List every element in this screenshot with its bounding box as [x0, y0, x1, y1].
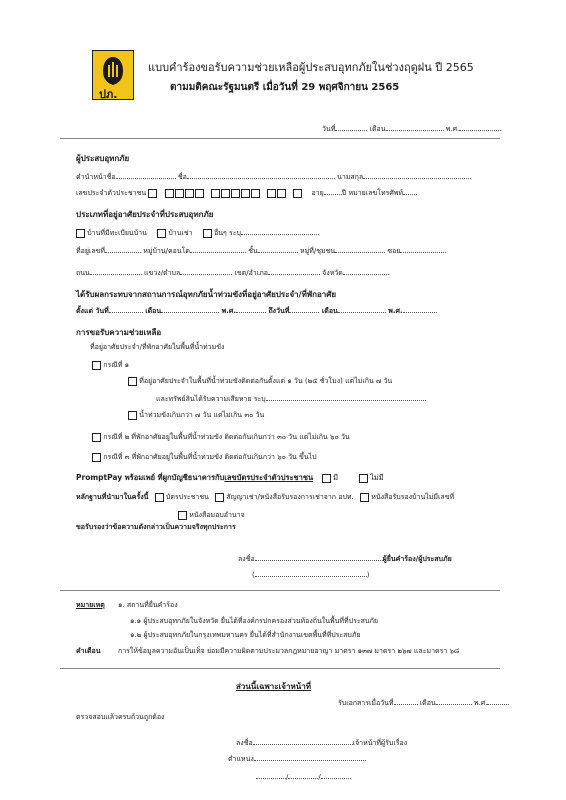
from-month-field[interactable]: [161, 304, 219, 313]
village-label: หมู่บ้าน/คอนโด: [143, 247, 190, 255]
divider: [60, 138, 500, 139]
officer-heading: ส่วนนี้เฉพาะเจ้าหน้าที่: [236, 682, 311, 691]
officer-role: เจ้าหน้าที่ผู้รับเรื่อง: [352, 739, 408, 747]
received-year-field[interactable]: [487, 696, 509, 705]
case1a-row: [128, 376, 392, 387]
officer-signature-field[interactable]: [253, 736, 353, 745]
yes-label: มี: [333, 473, 339, 482]
note-1-2: ๑.๒ ผู้ประสบอุทกภัยในกรุงเทพมหานคร ยื่นได้ที่สำนักงานเขตพื้นที่ที่ประสบภัย: [130, 631, 361, 639]
from-day-field[interactable]: [109, 304, 143, 313]
residence-type-row: [76, 226, 319, 239]
case1a-checkbox[interactable]: [128, 377, 137, 386]
paren-open: (: [252, 571, 255, 579]
road-field[interactable]: [90, 266, 142, 275]
lease-label: สัญญาเช่า/หนังสือรับรองการเช่าจาก อปท.: [226, 493, 354, 501]
lease-checkbox[interactable]: [215, 493, 224, 502]
to-label: ถึงวันที่: [268, 307, 290, 315]
received-month-label: เดือน: [419, 699, 436, 707]
id-card-checkbox[interactable]: [155, 493, 164, 502]
flood-heading: ได้รับผลกระทบจากสถานการณ์อุทกภัยน้ำท่วมขังที่อยู่อาศัยประจำ/ที่พักอาศัย: [76, 290, 337, 299]
year-field[interactable]: [459, 122, 501, 131]
officer-year-field[interactable]: [321, 770, 351, 779]
day-field[interactable]: [335, 122, 367, 131]
case1-checkbox[interactable]: [92, 361, 101, 370]
certify-text: ขอรับรองว่าข้อความดังกล่าวเป็นความจริงทุกประการ: [76, 523, 236, 531]
no-number-cert-label: หนังสือรับรองบ้านไม่มีเลขที่: [371, 493, 455, 501]
day-label: วันที่: [322, 125, 336, 133]
address-row-1: [76, 244, 446, 257]
month-field[interactable]: [386, 122, 444, 131]
floor-label: ชั้น: [248, 247, 258, 255]
notes-label: หมายเหตุ: [76, 601, 105, 609]
position-field[interactable]: [254, 752, 366, 761]
to-month-field[interactable]: [338, 304, 386, 313]
officer-date-row: [256, 770, 351, 781]
date-sep-2: /: [318, 773, 321, 781]
case3-row: [92, 452, 317, 463]
assistance-sub: ที่อยู่อาศัยประจำ/ที่พักอาศัยในพื้นที่น้ำท่วมขัง: [90, 343, 225, 351]
warning-label: คำเตือน: [76, 647, 101, 655]
case1-row: [92, 360, 129, 371]
village-field[interactable]: [190, 244, 246, 253]
floor-field[interactable]: [258, 244, 298, 253]
poa-checkbox[interactable]: [178, 511, 187, 520]
prefix-field[interactable]: [116, 170, 176, 179]
position-label: ตำแหน่ง: [228, 755, 254, 763]
opt2-label: บ้านเช่า: [168, 229, 193, 237]
date-sep-1: /: [286, 773, 289, 781]
province-field[interactable]: [343, 266, 389, 275]
poa-label: หนังสือมอบอำนาจ: [189, 511, 245, 519]
case1b-checkbox[interactable]: [128, 411, 137, 420]
from-month-label: เดือน: [145, 307, 162, 315]
checked-text: ตรวจสอบแล้วครบถ้วนถูกต้อง: [76, 713, 165, 721]
other-checkbox[interactable]: [203, 229, 212, 238]
officer-day-field[interactable]: [256, 770, 289, 781]
evidence-row: [76, 492, 454, 503]
id-card-label: บัตรประชาชน: [165, 493, 209, 501]
id-boxes[interactable]: [148, 189, 305, 197]
opt3-label: อื่นๆ ระบุ: [214, 229, 241, 237]
signer-role: ผู้ยื่นคำร้อง/ผู้ประสบภัย: [382, 555, 452, 563]
case1a2-label: และทรัพย์สินได้รับความเสียหาย ระบุ: [156, 395, 266, 403]
officer-month-field[interactable]: [288, 770, 321, 781]
district-label: เขต/อำเภอ: [234, 269, 268, 277]
case1a2-row: [156, 392, 426, 405]
address-row-2: [76, 266, 389, 279]
province-label: จังหวัด: [322, 269, 343, 277]
to-month-label: เดือน: [321, 307, 338, 315]
soi-label: ซอย: [387, 247, 401, 255]
no-number-cert-checkbox[interactable]: [360, 493, 369, 502]
moo-label: หมู่ที่/ชุมชน: [300, 247, 336, 255]
age-label: อายุ: [311, 189, 324, 197]
prefix-label: คำนำหน้าชื่อ: [76, 173, 116, 181]
promptpay-id-label: เลขบัตรประจำตัวประชาชน: [224, 473, 314, 482]
from-year-label: พ.ศ.: [221, 307, 236, 315]
address-label: ที่อยู่เลขที่: [76, 247, 106, 255]
case2-label: กรณีที่ ๒ ที่พักอาศัยอยู่ในพื้นที่น้ำท่วมขัง ติดต่อกันเกินกว่า ๓๐ วัน แต่ไม่เกิน ๖๐ วัน: [103, 433, 350, 441]
case2-checkbox[interactable]: [92, 433, 101, 442]
divider: [60, 590, 500, 591]
subdistrict-field[interactable]: [180, 266, 232, 275]
promptpay-label: PromptPay พร้อมเพย์ ที่ผูกบัญชีธนาคารกับ: [76, 473, 225, 482]
name-label: ชื่อ: [177, 173, 187, 181]
assistance-heading: การขอรับความช่วยเหลือ: [76, 328, 162, 337]
received-day-field[interactable]: [394, 696, 418, 705]
from-label: ตั้งแต่ วันที่: [76, 307, 109, 315]
age-field[interactable]: [324, 186, 342, 195]
note-1: ๑. สถานที่ยื่นคำร้อง: [118, 601, 178, 609]
to-year-field[interactable]: [403, 304, 437, 313]
damage-field[interactable]: [266, 392, 426, 401]
name-field[interactable]: [187, 170, 335, 179]
moo-field[interactable]: [335, 244, 385, 253]
year-label: พ.ศ.: [445, 125, 460, 133]
applicant-heading: ผู้ประสบอุทกภัย: [76, 154, 130, 163]
flood-period-row: [76, 304, 437, 317]
to-day-field[interactable]: [289, 304, 319, 313]
applicant-id-row: [76, 186, 417, 199]
logo-text: ปภ.: [99, 88, 118, 101]
evidence-label: หลักฐานที่นำมาในครั้งนี้: [76, 493, 149, 501]
case1b-label: น้ำท่วมขังเกินกว่า ๗ วัน แต่ไม่เกิน ๓๐ วัน: [139, 411, 265, 419]
applicant-name-row: [76, 170, 471, 183]
case1a-label: ที่อยู่อาศัยประจำในพื้นที่น้ำท่วมขังติดต่อกันตั้งแต่ ๑ วัน (๒๔ ชั่วโมง) แต่ไม่เกิน ๗ วัน: [139, 377, 393, 385]
from-year-field[interactable]: [236, 304, 266, 313]
surname-field[interactable]: [363, 170, 471, 179]
district-field[interactable]: [268, 266, 320, 275]
printed-name-field[interactable]: [255, 568, 367, 577]
opt1-label: บ้านที่มีทะเบียนบ้าน: [87, 229, 147, 237]
officer-signature-row: [236, 736, 407, 749]
officer-sign-label: ลงชื่อ: [236, 739, 253, 747]
promptpay-yes-checkbox[interactable]: [322, 474, 331, 483]
case1b-row: [128, 410, 264, 421]
month-label: เดือน: [369, 125, 386, 133]
received-label: รับเอกสารเมื่อวันที่: [338, 699, 394, 707]
case3-checkbox[interactable]: [92, 453, 101, 462]
received-year-label: พ.ศ.: [473, 699, 488, 707]
form-subtitle: ตามมติคณะรัฐมนตรี เมื่อวันที่ 29 พฤศจิกายน 2565: [170, 82, 400, 93]
case1-label: กรณีที่ ๑: [103, 361, 130, 369]
address-field[interactable]: [105, 244, 141, 253]
date-line: [322, 122, 501, 135]
promptpay-row: [76, 472, 384, 484]
soi-field[interactable]: [400, 244, 446, 253]
residence-heading: ประเภทที่อยู่อาศัยประจำที่ประสบอุทกภัย: [76, 210, 214, 219]
note-1-1: ๑.๑ ผู้ประสบอุทกภัยในจังหวัด ยื่นได้ที่องค์กรปกครองส่วนท้องถิ่นในพื้นที่ที่ประสบภัย: [130, 617, 379, 625]
surname-label: นามสกุล: [337, 173, 364, 181]
dpm-logo: [92, 50, 134, 100]
printed-name-row: [252, 568, 369, 579]
to-year-label: พ.ศ.: [388, 307, 403, 315]
paren-close: ): [366, 571, 370, 579]
received-date-row: [338, 696, 509, 709]
no-label: ไม่มี: [370, 473, 384, 482]
road-label: ถนน: [76, 269, 90, 277]
age-unit: ปี: [341, 189, 347, 197]
promptpay-no-checkbox[interactable]: [359, 474, 368, 483]
applicant-signature-row: [238, 552, 452, 565]
id-label: เลขประจำตัวประชาชน: [76, 189, 147, 197]
evidence-row-2: [178, 510, 245, 521]
subdistrict-label: แขวง/ตำบล: [144, 269, 181, 277]
form-title: แบบคำร้องขอรับความช่วยเหลือผู้ประสบอุทกภัยในช่วงฤดูฝน ปี 2565: [148, 61, 474, 74]
officer-position-row: [228, 752, 366, 765]
phone-field[interactable]: [403, 186, 417, 195]
case2-row: [92, 432, 350, 443]
warning-text: การให้ข้อมูลความอันเป็นเท็จ ย่อมมีความผิดตามประมวลกฎหมายอาญา มาตรา ๑๓๗ มาตรา ๒๖๗ และมาตรา ๖๘: [118, 647, 460, 655]
divider: [60, 668, 500, 669]
received-month-field[interactable]: [436, 696, 472, 705]
phone-label: หมายเลขโทรศัพท์: [348, 189, 404, 197]
other-field[interactable]: [241, 226, 319, 235]
rented-house-checkbox[interactable]: [157, 229, 166, 238]
registered-house-checkbox[interactable]: [76, 229, 85, 238]
case3-label: กรณีที่ ๓ ที่พักอาศัยอยู่ในพื้นที่น้ำท่วมขัง ติดต่อกันเกินกว่า ๖๐ วัน ขึ้นไป: [103, 453, 317, 461]
signature-field[interactable]: [255, 552, 383, 561]
sign-label: ลงชื่อ: [238, 555, 255, 563]
